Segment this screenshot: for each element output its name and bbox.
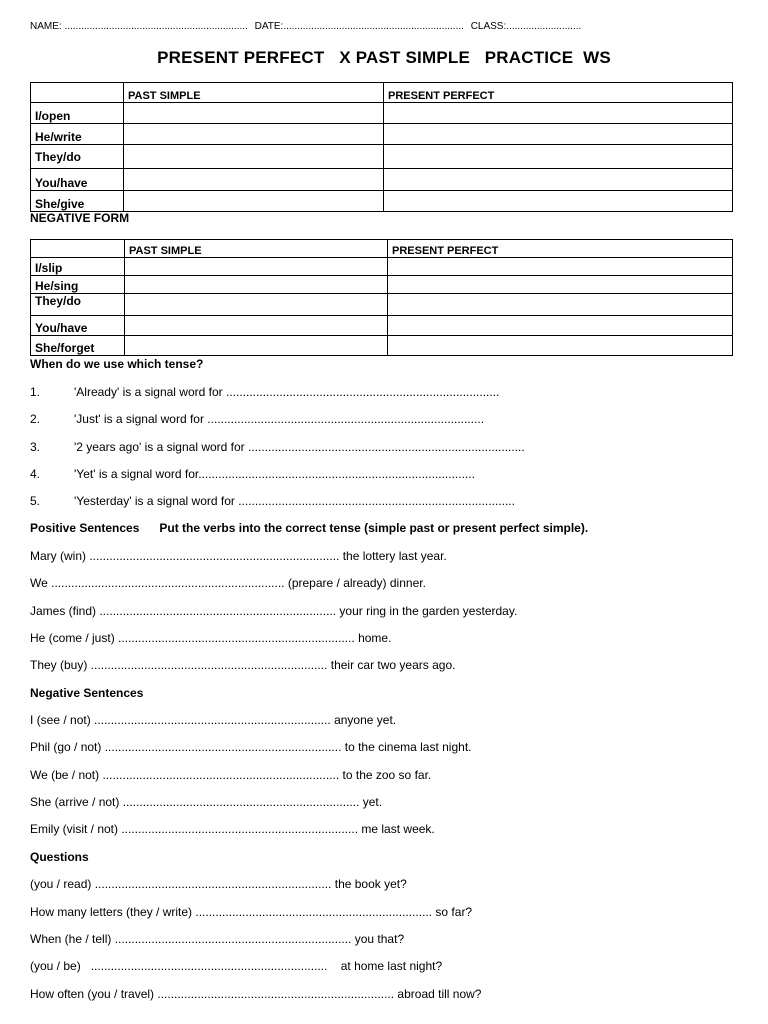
table-header-cell: PAST SIMPLE (124, 83, 384, 103)
list-item (30, 412, 484, 426)
answer-cell[interactable] (384, 169, 733, 191)
answer-cell[interactable] (384, 103, 733, 124)
date-field[interactable]: DATE:................................................................. (254, 21, 464, 32)
exercise-sentence[interactable]: (you / be) ....................................................................... at home last night? (30, 959, 443, 973)
row-label: I/open (31, 103, 124, 124)
table-header-cell: PRESENT PERFECT (388, 240, 733, 258)
item-number: 5. (30, 494, 41, 508)
questions-heading: Questions (30, 850, 89, 864)
exercise-sentence[interactable]: We ...................................................................... (prepare / already) dinner. (30, 576, 426, 590)
answer-cell[interactable] (125, 294, 388, 316)
exercise-sentence[interactable]: Phil (go / not) ....................................................................... to the cinema last night. (30, 740, 472, 754)
positive-heading: Positive Sentences Put the verbs into the correct tense (simple past or present perfect simple). (30, 521, 589, 535)
row-label: She/forget (31, 336, 125, 356)
answer-cell[interactable] (388, 294, 733, 316)
table-row (31, 258, 733, 276)
item-number: 4. (30, 467, 41, 481)
exercise-sentence[interactable]: Mary (win) ........................................................................... the lottery last year. (30, 549, 447, 563)
row-label: He/sing (31, 276, 125, 294)
answer-cell[interactable] (125, 316, 388, 336)
answer-cell[interactable] (125, 276, 388, 294)
answer-cell[interactable] (125, 336, 388, 356)
answer-cell[interactable] (384, 145, 733, 169)
table-row (31, 294, 733, 316)
list-item (30, 494, 515, 508)
answer-cell[interactable] (388, 276, 733, 294)
exercise-sentence[interactable]: I (see / not) ....................................................................... anyone yet. (30, 713, 397, 727)
exercise-sentence[interactable]: (you / read) ....................................................................... the book yet? (30, 877, 407, 891)
name-field[interactable]: NAME: .................................................................. (30, 21, 248, 32)
list-item (30, 440, 525, 454)
row-label: He/write (31, 124, 124, 145)
table-header-cell: PRESENT PERFECT (384, 83, 733, 103)
answer-cell[interactable] (124, 124, 384, 145)
table-row (31, 336, 733, 356)
answer-cell[interactable] (384, 124, 733, 145)
row-label: You/have (31, 316, 125, 336)
answer-cell[interactable] (384, 191, 733, 212)
answer-cell[interactable] (124, 169, 384, 191)
row-label: She/give (31, 191, 124, 212)
negative-heading: Negative Sentences (30, 686, 144, 700)
table-header-cell: PAST SIMPLE (125, 240, 388, 258)
item-number: 1. (30, 385, 41, 399)
list-item (30, 385, 499, 399)
exercise-sentence[interactable]: How many letters (they / write) ....................................................................... so far? (30, 905, 473, 919)
negative-form-label: NEGATIVE FORM (30, 211, 130, 225)
item-text[interactable]: '2 years ago' is a signal word for ................................................................................... (74, 440, 525, 454)
exercise-sentence[interactable]: They (buy) ....................................................................... their car two years ago. (30, 658, 456, 672)
class-field[interactable]: CLASS:........................... (470, 21, 582, 32)
item-text[interactable]: 'Already' is a signal word for .................................................................................. (74, 385, 500, 399)
answer-cell[interactable] (124, 191, 384, 212)
answer-cell[interactable] (125, 258, 388, 276)
row-label: I/slip (31, 258, 125, 276)
table-header-row (31, 83, 733, 103)
item-number: 3. (30, 440, 41, 454)
answer-cell[interactable] (388, 316, 733, 336)
table-row (31, 169, 733, 191)
exercise-sentence[interactable]: James (find) ....................................................................... your ring in the garden yesterday. (30, 604, 518, 618)
row-label: You/have (31, 169, 124, 191)
item-text[interactable]: 'Just' is a signal word for ................................................................................... (74, 412, 485, 426)
table-row (31, 316, 733, 336)
item-text[interactable]: 'Yet' is a signal word for................................................................................... (74, 467, 475, 481)
table-row (31, 124, 733, 145)
conjugation-table (30, 82, 733, 212)
row-label: They/do (31, 145, 124, 169)
item-text[interactable]: 'Yesterday' is a signal word for ................................................................................... (74, 494, 515, 508)
worksheet-title: PRESENT PERFECT X PAST SIMPLE PRACTICE WS (157, 48, 611, 67)
table-row (31, 103, 733, 124)
negative-conjugation-table (30, 239, 733, 356)
exercise-sentence[interactable]: When (he / tell) ....................................................................... you that? (30, 932, 405, 946)
answer-cell[interactable] (388, 336, 733, 356)
exercise-sentence[interactable]: We (be / not) ....................................................................... to the zoo so far. (30, 768, 432, 782)
answer-cell[interactable] (388, 258, 733, 276)
table-header-cell (31, 83, 124, 103)
item-number: 2. (30, 412, 41, 426)
table-header-cell (31, 240, 125, 258)
table-row (31, 276, 733, 294)
exercise-sentence[interactable]: Emily (visit / not) ....................................................................... me last week. (30, 822, 435, 836)
row-label: They/do (31, 294, 125, 316)
exercise-sentence[interactable]: How often (you / travel) ....................................................................... abroad till now? (30, 987, 482, 1001)
header-line (30, 21, 585, 32)
table-row (31, 145, 733, 169)
when-heading: When do we use which tense? (30, 357, 204, 371)
table-header-row (31, 240, 733, 258)
answer-cell[interactable] (124, 103, 384, 124)
answer-cell[interactable] (124, 145, 384, 169)
exercise-sentence[interactable]: He (come / just) ....................................................................... home. (30, 631, 392, 645)
exercise-sentence[interactable]: She (arrive / not) ....................................................................... yet. (30, 795, 383, 809)
list-item (30, 467, 475, 481)
table-row (31, 191, 733, 212)
